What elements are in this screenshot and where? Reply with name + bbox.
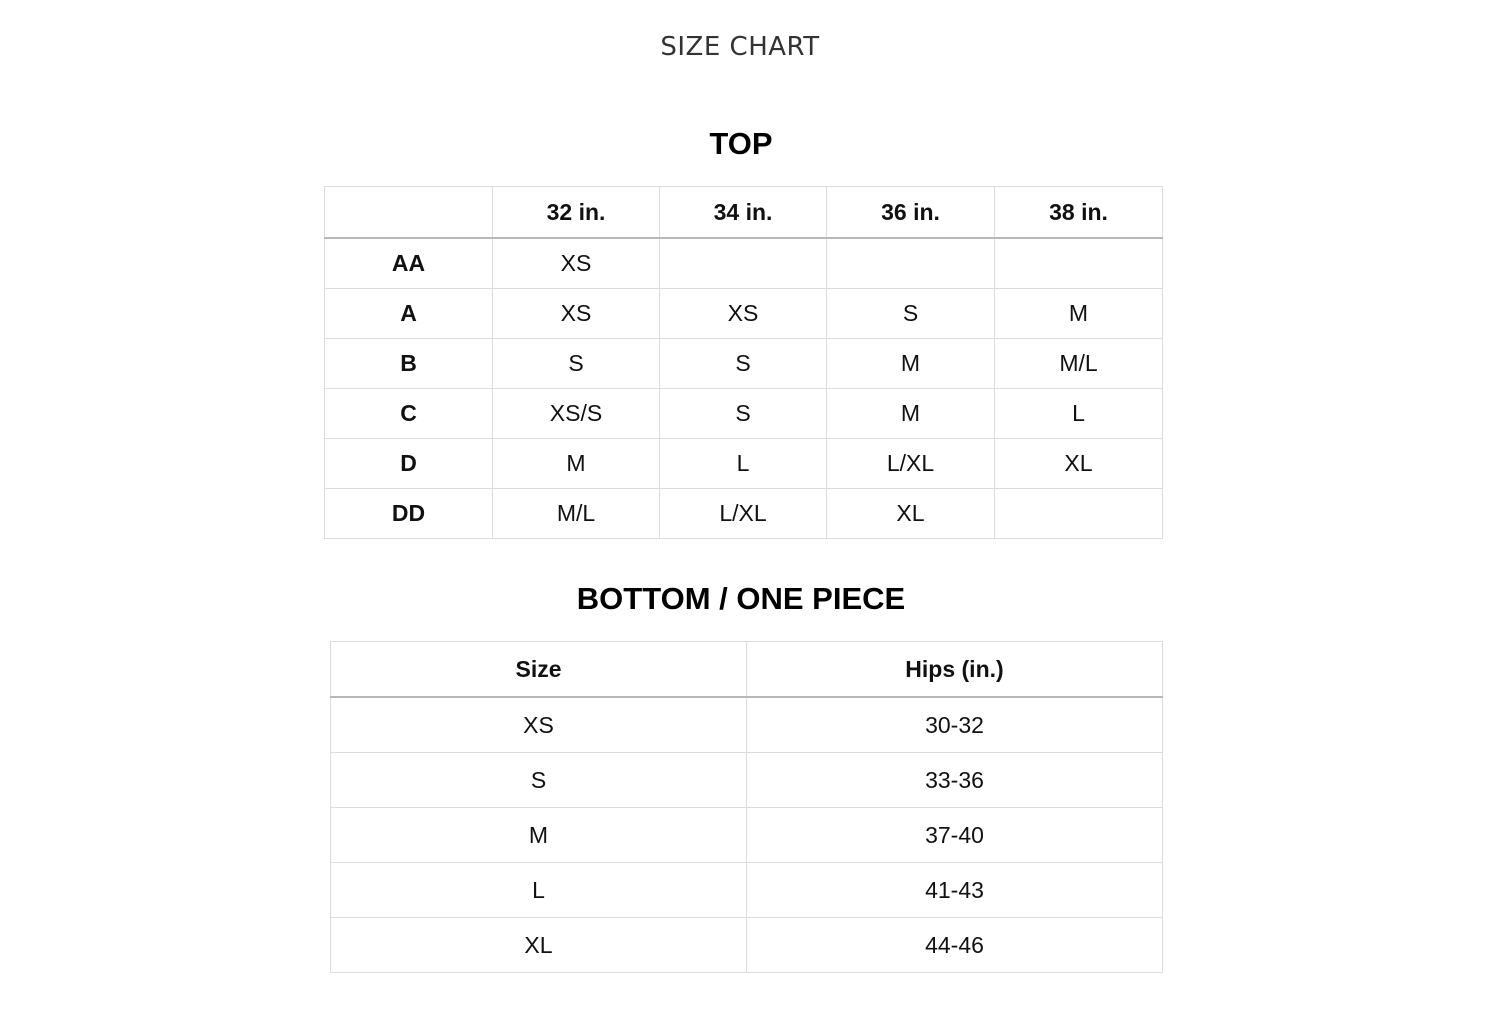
- size-cell: XS: [493, 289, 660, 339]
- table-row: [331, 697, 1163, 753]
- bottom-size-table: [330, 641, 1163, 973]
- top-section-title: TOP: [709, 126, 773, 161]
- size-cell: XL: [827, 489, 995, 539]
- top-header-band-32: 32 in.: [493, 187, 660, 239]
- cup-label: C: [325, 389, 493, 439]
- size-cell: XL: [995, 439, 1163, 489]
- top-header-band-34: 34 in.: [660, 187, 827, 239]
- hips-cell: 44-46: [747, 918, 1163, 973]
- hips-cell: 37-40: [747, 808, 1163, 863]
- table-row: [331, 808, 1163, 863]
- size-cell: L/XL: [660, 489, 827, 539]
- size-cell: [995, 238, 1163, 289]
- table-row: [325, 489, 1163, 539]
- table-row: [325, 289, 1163, 339]
- size-cell: XS/S: [493, 389, 660, 439]
- bottom-section-title: BOTTOM / ONE PIECE: [576, 581, 906, 616]
- size-cell: M/L: [995, 339, 1163, 389]
- size-cell: M: [827, 339, 995, 389]
- size-cell: S: [827, 289, 995, 339]
- bottom-header-hips: Hips (in.): [747, 642, 1163, 698]
- table-row: [331, 863, 1163, 918]
- size-cell: XS: [331, 697, 747, 753]
- size-cell: [995, 489, 1163, 539]
- top-header-row: [325, 187, 1163, 239]
- size-cell: XL: [331, 918, 747, 973]
- cup-label: A: [325, 289, 493, 339]
- size-cell: M: [493, 439, 660, 489]
- size-cell: L: [995, 389, 1163, 439]
- table-row: [325, 439, 1163, 489]
- size-cell: [827, 238, 995, 289]
- cup-label: DD: [325, 489, 493, 539]
- size-cell: S: [660, 389, 827, 439]
- top-header-band-38: 38 in.: [995, 187, 1163, 239]
- table-row: [325, 389, 1163, 439]
- size-cell: L: [331, 863, 747, 918]
- top-header-corner: [325, 187, 493, 239]
- page-title: SIZE CHART: [660, 32, 820, 62]
- size-cell: M: [827, 389, 995, 439]
- hips-cell: 30-32: [747, 697, 1163, 753]
- size-cell: L: [660, 439, 827, 489]
- bottom-header-row: [331, 642, 1163, 698]
- size-cell: M: [331, 808, 747, 863]
- size-cell: M/L: [493, 489, 660, 539]
- cup-label: D: [325, 439, 493, 489]
- table-row: [331, 918, 1163, 973]
- top-header-band-36: 36 in.: [827, 187, 995, 239]
- size-cell: XS: [660, 289, 827, 339]
- bottom-header-size: Size: [331, 642, 747, 698]
- size-cell: S: [331, 753, 747, 808]
- size-cell: S: [660, 339, 827, 389]
- cup-label: B: [325, 339, 493, 389]
- table-row: [325, 238, 1163, 289]
- size-cell: S: [493, 339, 660, 389]
- top-size-table: [324, 186, 1163, 539]
- table-row: [325, 339, 1163, 389]
- size-cell: L/XL: [827, 439, 995, 489]
- hips-cell: 33-36: [747, 753, 1163, 808]
- hips-cell: 41-43: [747, 863, 1163, 918]
- size-cell: [660, 238, 827, 289]
- size-cell: XS: [493, 238, 660, 289]
- size-cell: M: [995, 289, 1163, 339]
- table-row: [331, 753, 1163, 808]
- cup-label: AA: [325, 238, 493, 289]
